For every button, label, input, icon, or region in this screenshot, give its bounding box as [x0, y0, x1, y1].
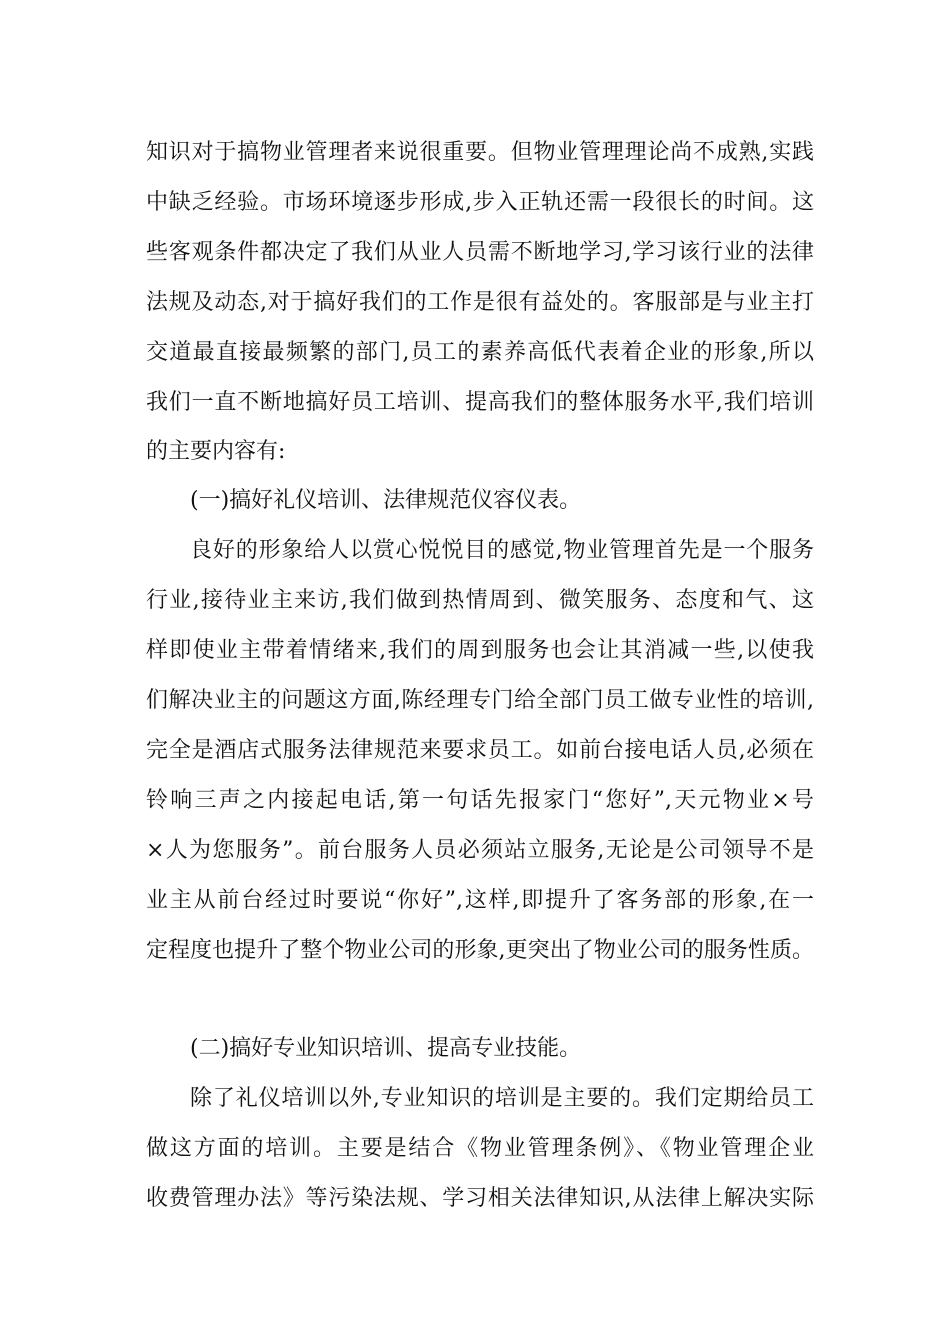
paragraph-line: 完全是酒店式服务法律规范来要求员工。如前台接电话人员,必须在 — [146, 738, 814, 763]
paragraph-line: 知识对于搞物业管理者来说很重要。但物业管理理论尚不成熟,实践 — [146, 140, 814, 165]
paragraph-line: 行业,接待业主来访,我们做到热情周到、微笑服务、态度和气、这 — [146, 588, 814, 613]
paragraph-line: 业主从前台经过时要说“你好”,这样,即提升了客务部的形象,在一 — [146, 888, 814, 913]
section-heading-2: (二)搞好专业知识培训、提高专业技能。 — [190, 1036, 582, 1061]
paragraph-line: 法规及动态,对于搞好我们的工作是很有益处的。客服部是与业主打 — [146, 290, 814, 315]
paragraph-line: 样即使业主带着情绪来,我们的周到服务也会让其消减一些,以使我 — [146, 638, 814, 663]
paragraph-line: 们解决业主的问题这方面,陈经理专门给全部门员工做专业性的培训, — [146, 688, 814, 713]
paragraph-line: 做这方面的培训。主要是结合《物业管理条例》、《物业管理企业 — [146, 1136, 814, 1161]
section-heading-1: (一)搞好礼仪培训、法律规范仪容仪表。 — [190, 488, 582, 513]
paragraph-line: 定程度也提升了整个物业公司的形象,更突出了物业公司的服务性质。 — [146, 938, 814, 963]
paragraph-line: 铃响三声之内接起电话,第一句话先报家门“您好”,天元物业×号 — [146, 788, 814, 813]
paragraph-line: 交道最直接最频繁的部门,员工的素养高低代表着企业的形象,所以 — [146, 340, 814, 365]
paragraph-line: ×人为您服务”。前台服务人员必须站立服务,无论是公司领导不是 — [146, 838, 814, 863]
paragraph-line: 我们一直不断地搞好员工培训、提高我们的整体服务水平,我们培训 — [146, 390, 814, 415]
paragraph-line: 中缺乏经验。市场环境逐步形成,步入正轨还需一段很长的时间。这 — [146, 190, 814, 215]
paragraph-line: 收费管理办法》等污染法规、学习相关法律知识,从法律上解决实际 — [146, 1186, 814, 1211]
paragraph-line: 些客观条件都决定了我们从业人员需不断地学习,学习该行业的法律 — [146, 240, 814, 265]
paragraph-line: 的主要内容有: — [146, 439, 286, 464]
paragraph-line: 除了礼仪培训以外,专业知识的培训是主要的。我们定期给员工 — [190, 1086, 814, 1111]
paragraph-line: 良好的形象给人以赏心悦悦目的感觉,物业管理首先是一个服务 — [190, 538, 814, 563]
